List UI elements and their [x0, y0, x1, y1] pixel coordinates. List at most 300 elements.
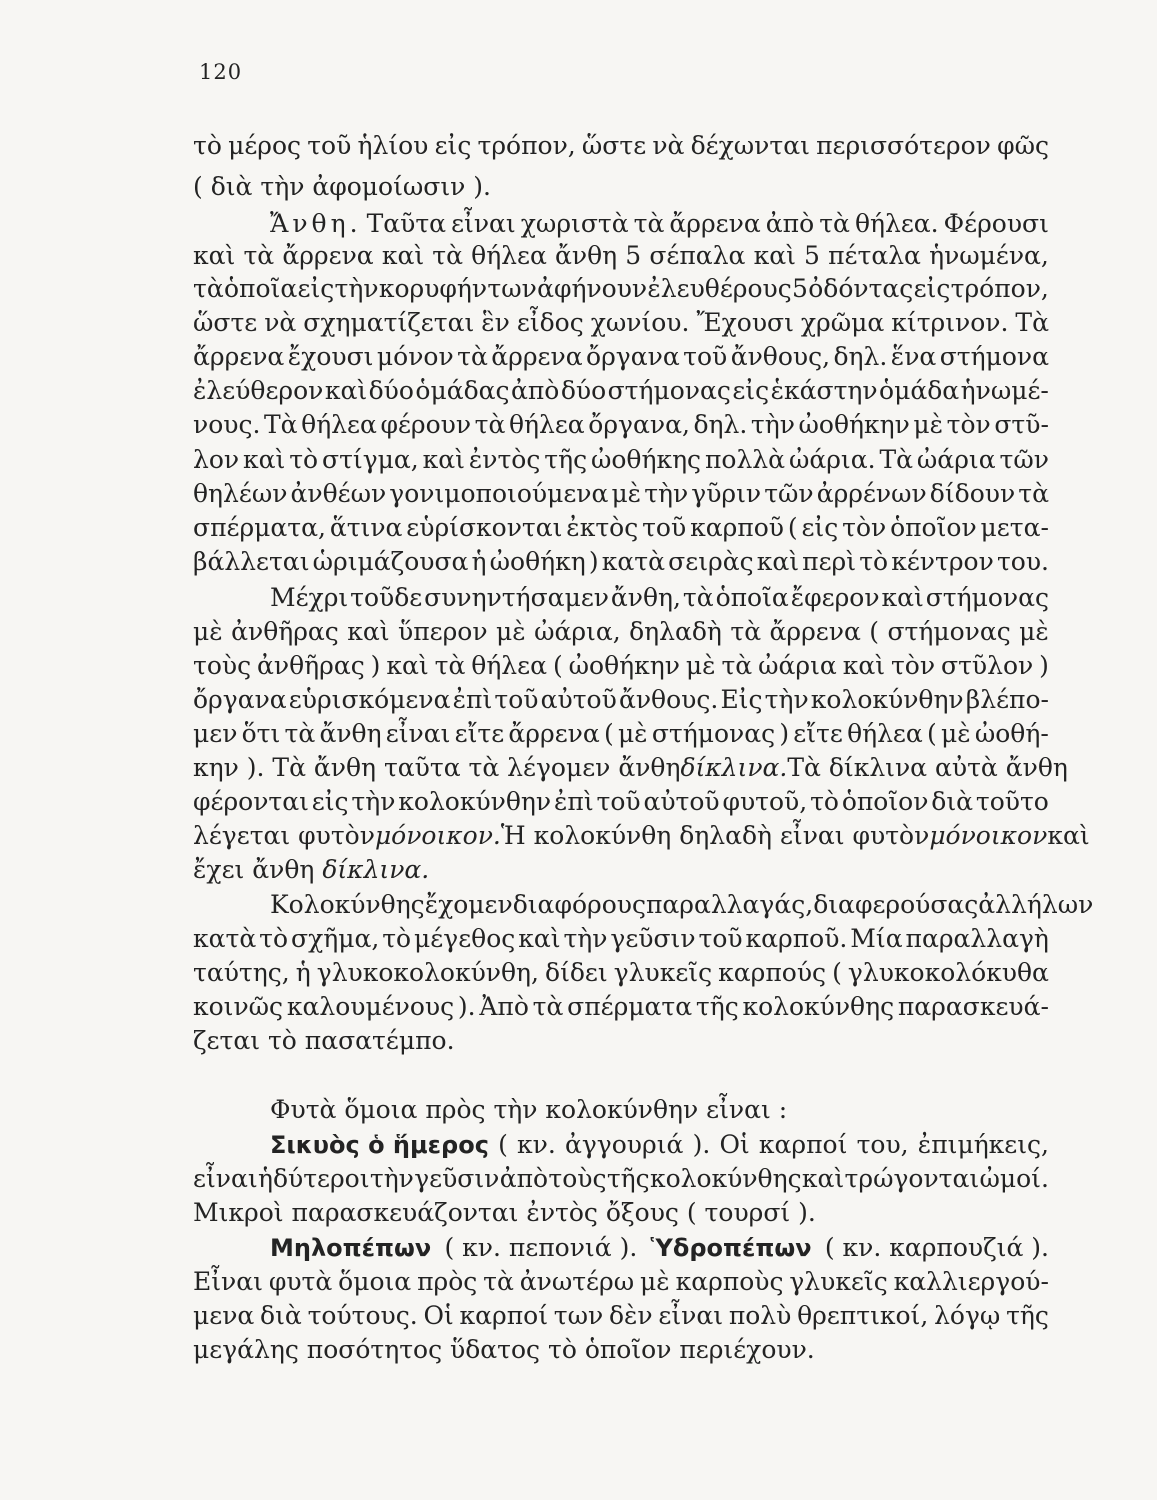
word: ὀδόντας [808, 274, 914, 303]
word: στήμονας [607, 376, 731, 405]
word: γεῦσιν [414, 1164, 500, 1193]
word: ἄρρενα [193, 342, 285, 371]
word: Οἱ [719, 1130, 750, 1159]
word: θήλεα [508, 410, 585, 439]
word: τὴν [750, 410, 795, 439]
word: του, [856, 1130, 909, 1159]
word: φέρονται [193, 787, 309, 816]
word: Μία [850, 924, 903, 953]
word: ἡνωμέ- [960, 376, 1049, 405]
word: Μέχρι [270, 583, 349, 612]
plant-name-bold: Σικυὸς ὁ ἥμερος [270, 1131, 489, 1159]
word: ὅτι [241, 719, 281, 748]
word: ( [787, 513, 798, 542]
text-line [193, 130, 1049, 162]
text-line [193, 786, 1049, 818]
word: νὰ [652, 131, 685, 160]
text-line: Μικροὶ παρασκευάζονται ἐντὸς ὄξους ( τουρσί ). [193, 1198, 816, 1227]
italic-term: δίκλινα. [680, 753, 788, 782]
word: σχηματίζεται [303, 308, 475, 337]
word: ἡ [471, 547, 487, 576]
text-line: μεγάλης ποσότητος ὕδατος τὸ ὁποῖον περιέχουν. [193, 1335, 815, 1364]
word: τῶν [999, 445, 1049, 474]
word: φῶς [997, 131, 1049, 160]
text-line [193, 409, 1049, 441]
word: ἄνθη, [610, 583, 681, 612]
word: δύο [560, 376, 607, 405]
italic-term: μόνοικον. [374, 821, 501, 850]
word: νὰ [264, 308, 297, 337]
text-line [193, 546, 1049, 578]
word: καλλιεργού- [893, 1267, 1049, 1296]
word: τὰ [682, 583, 714, 612]
word: τὰ [457, 342, 488, 371]
word: μὲ [611, 479, 642, 508]
word: παραλλαγάς, [645, 890, 814, 919]
word: εὑρισκόμενα [288, 685, 451, 714]
word: στῦλον [941, 651, 1034, 680]
word: κορυφήν [378, 274, 488, 303]
word: καὶ [381, 241, 425, 270]
word: στίγμα, [322, 445, 419, 474]
text-line [270, 208, 1049, 240]
text-line [270, 582, 1049, 614]
word: τὰ [434, 651, 466, 680]
word: πολὺ [728, 1301, 792, 1330]
word: του. [996, 547, 1049, 576]
word: φέρουν [380, 410, 472, 439]
word: Εἶναι [193, 1267, 263, 1296]
word: ἡνωμένα, [929, 241, 1049, 270]
word: θήλεα. [854, 209, 939, 238]
word: κέντρον [891, 547, 994, 576]
word: κοινῶς [193, 992, 284, 1021]
word: των [487, 274, 537, 303]
word: τοῦ [596, 787, 641, 816]
word: εἶναι [451, 209, 516, 238]
word: τοῦ [698, 924, 743, 953]
word: ἐπιμήκεις, [917, 1130, 1049, 1159]
word: ὄργανα [193, 685, 287, 714]
section-heading: Ἄνθη. [270, 209, 362, 238]
italic-term: μόνοικον [929, 821, 1048, 850]
word: καὶ [518, 924, 561, 953]
word: ὠάρια, [534, 617, 621, 646]
word: τὸ [193, 131, 222, 160]
word: καὶ [243, 445, 286, 474]
word: ὕπερον [398, 617, 488, 646]
word: γονιμοποιούμενα [389, 479, 609, 508]
word: τὴν [644, 479, 689, 508]
word: δίδουν [929, 479, 1016, 508]
word: καὶ [842, 651, 886, 680]
word: χωριστὰ [520, 209, 629, 238]
word: σπέρματα [567, 992, 693, 1021]
word: τῶν [764, 479, 814, 508]
word: ἔφερον [790, 583, 880, 612]
word: ( [552, 651, 563, 680]
word: στήμονας [925, 583, 1049, 612]
word: φυτοῦ, [722, 787, 808, 816]
word: Τὰ [1015, 308, 1049, 337]
word: ὠοθήκη [489, 547, 586, 576]
word: ἡδύτεροι [257, 1164, 370, 1193]
word: τὰ [730, 617, 762, 646]
word: καρποί [459, 1301, 549, 1330]
word: περισσότερον [816, 131, 991, 160]
word: ( [869, 617, 880, 646]
word: δύο [368, 376, 414, 405]
word: συνηντήσαμεν [424, 583, 609, 612]
word: σχῆμα, [291, 924, 380, 953]
word: μέγεθος [414, 924, 516, 953]
word: τὰ [819, 209, 850, 238]
word: ὠοθήκης [590, 445, 702, 474]
word: μὲ [1019, 617, 1049, 646]
word: τὴν [351, 787, 396, 816]
word: τὰ [1018, 479, 1049, 508]
word: φυτὰ [268, 1267, 333, 1296]
word: δηλ. [833, 342, 888, 371]
word: τοῦδε [350, 583, 423, 612]
word: ἄνθη [555, 241, 618, 270]
word: γλυκοκολόκυθα [847, 958, 1049, 987]
word: πρὸς [417, 1267, 478, 1296]
word: Κολοκύνθης [270, 890, 425, 919]
word: τοὺς [193, 651, 252, 680]
word: τῆς [606, 1164, 650, 1193]
text-line [193, 240, 1049, 272]
word: στήμονας [651, 719, 776, 748]
text-line [270, 889, 1094, 921]
word: ) [588, 547, 599, 576]
word: ταύτης, [193, 958, 290, 987]
word: μετα- [980, 513, 1049, 542]
text-line: ἔχει ἄνθη δίκλινα. [193, 855, 430, 884]
text-line [193, 650, 1049, 682]
word: Τὰ [879, 445, 914, 474]
text-line [193, 512, 1049, 544]
word: ) [370, 651, 381, 680]
text-line: λέγεται φυτὸν μόνοικον. Ἡ κολοκύνθη δηλαδὴ εἶναι φυτὸν μόνοικον καὶ [193, 821, 1090, 850]
word: ἄρρενα [769, 617, 861, 646]
word: τὸν [890, 651, 936, 680]
word: θήλεα [471, 651, 547, 680]
text-line [193, 444, 1049, 476]
word: καὶ [386, 651, 429, 680]
word: ὠάρια [916, 445, 996, 474]
word: μόνον [376, 342, 454, 371]
word: εἶναι [658, 1301, 724, 1330]
word: των [553, 1301, 604, 1330]
text-line [193, 1163, 1049, 1195]
word: περὶ [802, 547, 857, 576]
word: καὶ [193, 241, 236, 270]
word: ἀγγουριά [564, 1130, 684, 1159]
text-line: κην ). Τὰ ἄνθη ταῦτα τὰ λέγομεν ἄνθη δίκλινα. Τὰ δίκλινα αὐτὰ ἄνθη [193, 753, 1068, 782]
word: ἐπὶ [452, 685, 493, 714]
word: ( [927, 719, 937, 748]
word: εἶναι [385, 719, 451, 748]
word: τοῦ [307, 131, 352, 160]
word: στήμονα [939, 342, 1049, 371]
word: Οἱ [423, 1301, 454, 1330]
word: βλέπο- [965, 685, 1049, 714]
word: μὲ [193, 617, 223, 646]
word: αὐτοῦ [540, 685, 617, 714]
word: ). [457, 992, 476, 1021]
word: ὠμοί. [979, 1164, 1049, 1193]
word: καρποὺς [675, 1267, 784, 1296]
word: ἀπὸ [510, 376, 560, 405]
word: τὰ [243, 241, 275, 270]
word: εἶδος [516, 308, 584, 337]
word: εἰς [311, 787, 349, 816]
text-line [193, 957, 1049, 989]
text-line [193, 718, 1049, 750]
word: σέπαλα [649, 241, 746, 270]
word: θήλεα [301, 410, 377, 439]
word: ὠοθή- [974, 719, 1049, 748]
word: τὰ [474, 410, 506, 439]
word: εἰς [801, 513, 839, 542]
word: ὠοθήκην [568, 651, 680, 680]
word: εὑρίσκονται [406, 513, 563, 542]
word: δὲν [608, 1301, 653, 1330]
word: ἐκτὸς [566, 513, 639, 542]
text-line [193, 923, 1049, 955]
word: Ταῦτα [366, 209, 447, 238]
word: ἄρρενα [669, 209, 761, 238]
word: διαφόρους [512, 890, 646, 919]
word: ἔχομεν [424, 890, 513, 919]
word: ) [1039, 651, 1049, 680]
word: γεῦσιν [610, 924, 696, 953]
word: ) [779, 719, 790, 748]
word: μέρος [228, 131, 302, 160]
word: ὄργανα [586, 342, 680, 371]
word: στῦ- [994, 410, 1049, 439]
word: μὲ [940, 719, 971, 748]
word: Τὰ [264, 410, 298, 439]
word: ἄνθους. [618, 685, 719, 714]
word: κίτρινον. [891, 308, 1009, 337]
word: ἀπὸ [499, 1164, 549, 1193]
text-line [193, 1266, 1049, 1298]
word: μεν [193, 719, 238, 748]
word: τὰ [284, 719, 316, 748]
word: τὴν [563, 924, 608, 953]
word: διὰ [931, 787, 974, 816]
text-line: Φυτὰ ὅμοια πρὸς τὴν κολοκύνθην εἶναι : [270, 1095, 788, 1124]
word: ὁμάδας [415, 376, 510, 405]
word: καὶ [881, 583, 924, 612]
word: ἅτινα [329, 513, 403, 542]
word: μενα [193, 1301, 255, 1330]
word: ἓν [481, 308, 510, 337]
word: θήλεα [471, 241, 547, 270]
word: καὶ [347, 617, 390, 646]
word: τῆς [1006, 1301, 1049, 1330]
word: τὴν [334, 274, 379, 303]
word: τὸ [259, 924, 289, 953]
text-line: ( διὰ τὴν ἀφομοίωσιν ). [193, 172, 491, 201]
word: τὴν [369, 1164, 414, 1193]
word: ἔχουσι [287, 342, 374, 371]
word: εἰς [434, 131, 472, 160]
word: ὥστε [193, 308, 258, 337]
word: ὁποῖα [224, 274, 298, 303]
page-number: 120 [199, 60, 243, 84]
word: μὲ [640, 1267, 670, 1296]
word: ἑκάστην [770, 376, 878, 405]
word: καρποῦ. [745, 924, 848, 953]
word: τοῦ [494, 685, 539, 714]
word: ὅμοια [338, 1267, 412, 1296]
text-line [193, 375, 1049, 407]
word: τοῦτο [975, 787, 1049, 816]
text-line [193, 1300, 1049, 1332]
word: ἄνθη [319, 719, 382, 748]
word: εἶναι [193, 1164, 258, 1193]
word: θήλεα [847, 719, 923, 748]
word: γῦριν [691, 479, 762, 508]
word: δηλαδὴ [629, 617, 722, 646]
word: τὰ [193, 274, 224, 303]
word: καὶ [422, 445, 465, 474]
word: 5 [792, 274, 808, 303]
word: σπέρματα, [193, 513, 326, 542]
word: γλυκεῖς [789, 1267, 888, 1296]
word: ἀνωτέρω [519, 1267, 635, 1296]
plant-name-bold: Ὑδροπέπων [650, 1234, 812, 1262]
word: καὶ [753, 241, 796, 270]
italic-term: δίκλινα. [322, 855, 430, 884]
word: λόγῳ [934, 1301, 1001, 1330]
word: τὸ [859, 547, 889, 576]
text-line [193, 991, 1049, 1023]
word: εἰς [732, 376, 770, 405]
word: ἡλίου [357, 131, 429, 160]
word: νους. [193, 410, 261, 439]
word: ὁποῖον [841, 787, 929, 816]
word: ἐλεύθερον [193, 376, 324, 405]
word: τὰ [532, 992, 564, 1021]
word: Ἔχουσι [696, 308, 794, 337]
word: καρποῦ [690, 513, 784, 542]
word: ὁποῖον [890, 513, 977, 542]
word: 5 [804, 241, 820, 270]
word: παρασκευά- [897, 992, 1049, 1021]
word: τὸ [289, 445, 319, 474]
word: τούτους. [307, 1301, 418, 1330]
word: τοὺς [548, 1164, 607, 1193]
word: μὲ [617, 719, 648, 748]
word: ). [692, 1130, 711, 1159]
word: ἀφήνουν [537, 274, 648, 303]
word: ὡριμάζουσα [312, 547, 469, 576]
word: ἡ [295, 958, 311, 987]
text-line [193, 616, 1049, 648]
word: ἐπὶ [553, 787, 594, 816]
word: τὰ [483, 1267, 514, 1296]
word: αὐτοῦ [643, 787, 720, 816]
word: ὄργανα, [588, 410, 690, 439]
word: πέταλα [828, 241, 921, 270]
word: πολλὰ [704, 445, 786, 474]
word: κολοκύνθης [649, 1164, 802, 1193]
word: χωνίου. [590, 308, 690, 337]
word: ὠάρια. [788, 445, 876, 474]
word: τὴν [764, 685, 809, 714]
word: διὰ [260, 1301, 302, 1330]
text-line [193, 273, 1049, 305]
word: βάλλεται [193, 547, 310, 576]
word: εἴτε [793, 719, 843, 748]
word: κολοκύνθην [398, 787, 552, 816]
word: τῆς [544, 445, 588, 474]
text-line: Μηλοπέπων ( κν. πεπονιά ). Ὑδροπέπων ( κν. καρπουζιά ). [270, 1233, 1049, 1262]
word: εἰς [913, 274, 951, 303]
word: ἀνθῆρας [231, 617, 339, 646]
word: θρεπτικοί, [797, 1301, 929, 1330]
word: εἴτε [454, 719, 505, 748]
word: τρόπον, [477, 131, 576, 160]
word: κν. [517, 1130, 556, 1159]
word: καρπούς [718, 958, 827, 987]
word: ἄνθους, [730, 342, 831, 371]
word: λον [193, 445, 240, 474]
word: καρποί [758, 1130, 848, 1159]
word: στήμονας [887, 617, 1011, 646]
word: δέχωνται [690, 131, 810, 160]
word: ( [498, 1130, 508, 1159]
word: καὶ [801, 1164, 845, 1193]
text-line [193, 307, 1049, 339]
word: παραλλαγὴ [905, 924, 1049, 953]
word: ὠάρια [758, 651, 837, 680]
word: ὁμάδα [879, 376, 960, 405]
word: 5 [625, 241, 642, 270]
text-line [193, 341, 1049, 373]
word: κολοκύνθην [810, 685, 964, 714]
word: κατὰ [601, 547, 666, 576]
word: ὁποῖα [715, 583, 789, 612]
word: καὶ [324, 376, 368, 405]
word: ἐλευθέρους [647, 274, 792, 303]
word: τοῦ [642, 513, 687, 542]
plant-name-bold: Μηλοπέπων [270, 1234, 432, 1262]
word: μὲ [685, 651, 716, 680]
word: ὥστε [581, 131, 647, 160]
word: Εἰς [720, 685, 763, 714]
word: τὰ [432, 241, 463, 270]
word: Φέρουσι [943, 209, 1049, 238]
word: μὲ [913, 410, 944, 439]
word: τῆς [695, 992, 739, 1021]
word: τὸν [842, 513, 887, 542]
word: εἰς [297, 274, 335, 303]
word: γλυκοκολοκύνθη, [316, 958, 539, 987]
word: ἐντὸς [468, 445, 541, 474]
word: κατὰ [193, 924, 257, 953]
word: καλουμένους [286, 992, 455, 1021]
text-line [270, 1129, 1049, 1161]
word: τὰ [721, 651, 753, 680]
word: θηλέων [193, 479, 288, 508]
word: ἕνα [890, 342, 937, 371]
word: δηλ. [693, 410, 748, 439]
